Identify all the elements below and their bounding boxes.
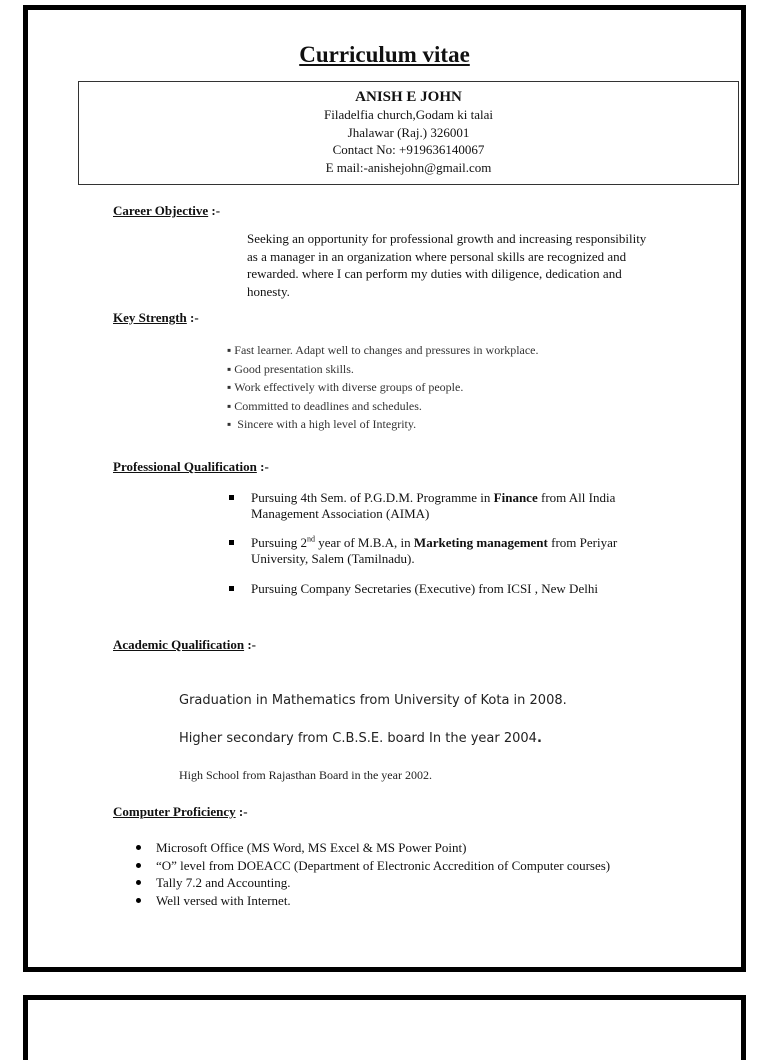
key-strength-label: Key Strength	[113, 310, 187, 325]
professional-qualification-label: Professional Qualification	[113, 459, 257, 474]
graduation-text: Graduation in Mathematics from University of Kota in 2008.	[179, 693, 567, 708]
email-address: E mail:-anishejohn@gmail.com	[325, 159, 492, 175]
list-item: Pursuing 2nd year of M.B.A, in Marketing management from Periyar University, Salem (Tamilnadu).	[227, 535, 663, 567]
contact-box	[78, 81, 739, 185]
career-objective-suffix: :-	[208, 203, 221, 218]
academic-qualification-heading	[113, 637, 256, 653]
resume-page	[23, 5, 746, 972]
address-line-2: Jhalawar (Raj.) 326001	[347, 124, 470, 140]
list-item: Pursuing Company Secretaries (Executive) from ICSI , New Delhi	[227, 581, 663, 597]
high-school-text: High School from Rajasthan Board in the year 2002.	[179, 768, 432, 782]
professional-qualification-heading	[113, 459, 269, 475]
computer-proficiency-label: Computer Proficiency	[113, 804, 236, 819]
academic-qualification-suffix: :-	[244, 637, 256, 652]
contact-number: Contact No: +919636140067	[332, 142, 485, 157]
list-item: ▪ Good presentation skills.	[227, 360, 539, 379]
address-line-1: Filadelfia church,Godam ki talai	[324, 107, 493, 122]
computer-proficiency-suffix: :-	[235, 804, 248, 819]
list-item: Microsoft Office (MS Word, MS Excel & MS Power Point)	[133, 839, 610, 857]
list-item: ▪ Committed to deadlines and schedules.	[227, 397, 539, 416]
career-objective-text: Seeking an opportunity for professional growth and increasing responsibility as a manager in an organization where personal skills are recognized and rewarded. where I can perform my duties with diligence, dedication and honesty.	[247, 231, 647, 299]
list-item: Pursuing 4th Sem. of P.G.D.M. Programme in Finance from All India Management Association (AIMA)	[227, 490, 663, 522]
higher-secondary-text: Higher secondary from C.B.S.E. board In the year 2004.	[179, 731, 542, 746]
key-strength-list	[227, 341, 539, 434]
career-objective-label: Career Objective	[113, 203, 209, 218]
key-strength-suffix: :-	[186, 310, 199, 325]
list-item: Tally 7.2 and Accounting.	[133, 874, 610, 892]
professional-qualification-suffix: :-	[256, 459, 269, 474]
document-title: Curriculum vitae	[299, 42, 470, 67]
key-strength-heading	[113, 310, 199, 326]
computer-proficiency-list	[133, 839, 610, 909]
list-item: Well versed with Internet.	[133, 892, 610, 910]
professional-qualification-list	[227, 490, 663, 597]
list-item: ▪ Fast learner. Adapt well to changes and pressures in workplace.	[227, 341, 539, 360]
academic-qualification-label: Academic Qualification	[113, 637, 245, 652]
next-page-edge	[23, 995, 746, 1060]
list-item: ▪ Work effectively with diverse groups of people.	[227, 378, 539, 397]
candidate-name: ANISH E JOHN	[355, 89, 462, 105]
list-item: ▪ Sincere with a high level of Integrity.	[227, 415, 539, 434]
career-objective-heading	[113, 203, 220, 219]
list-item: “O” level from DOEACC (Department of Electronic Accredition of Computer courses)	[133, 857, 610, 875]
computer-proficiency-heading	[113, 804, 248, 820]
